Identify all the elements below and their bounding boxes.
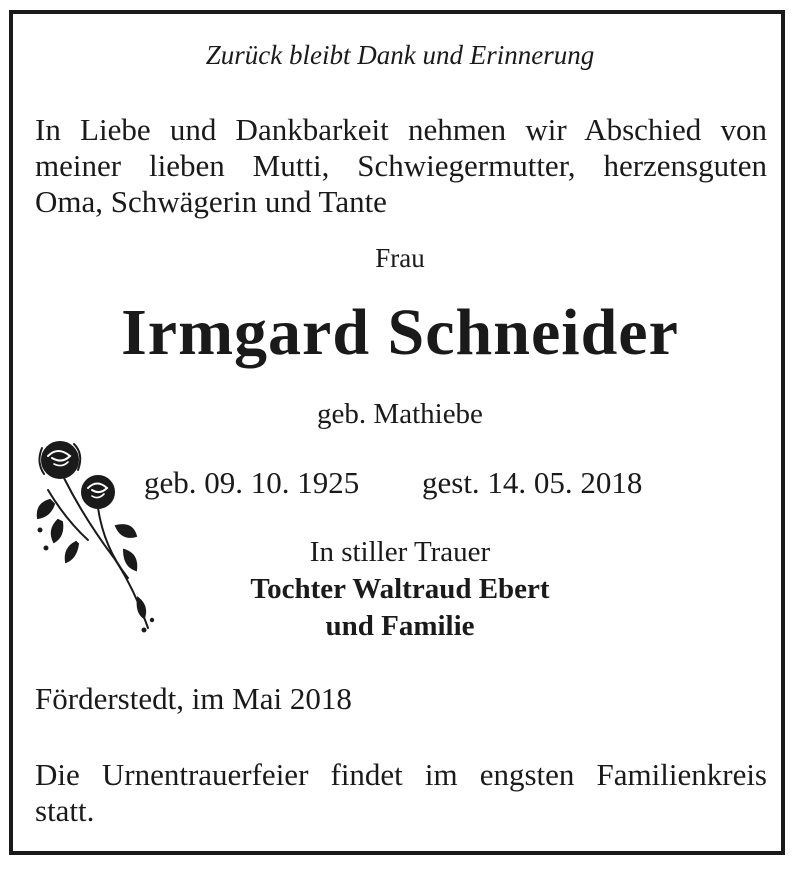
intro-line: In Liebe und Dankbarkeit nehmen wir Abschied von — [35, 112, 767, 147]
ceremony-line: Die Urnentrauerfeier findet im engsten Familienkreis — [35, 757, 767, 792]
intro-line: Oma, Schwägerin und Tante — [35, 184, 387, 219]
motto: Zurück bleibt Dank und Erinnerung — [205, 40, 595, 70]
roses-icon — [28, 430, 168, 640]
family-line: Tochter Waltraud Ebert — [250, 573, 550, 605]
place-date: Förderstedt, im Mai 2018 — [35, 681, 352, 716]
intro-text — [35, 112, 767, 220]
mourning-line: In stiller Trauer — [309, 536, 491, 568]
family-line: und Familie — [325, 610, 475, 642]
maiden-name: geb. Mathiebe — [317, 398, 483, 430]
intro-line: meiner lieben Mutti, Schwiegermutter, herzensguten — [35, 148, 767, 183]
birth-date: geb. 09. 10. 1925 — [144, 465, 360, 500]
salutation: Frau — [375, 243, 425, 273]
death-date: gest. 14. 05. 2018 — [422, 465, 643, 500]
ceremony-line: statt. — [35, 793, 95, 828]
ceremony-text — [35, 757, 767, 829]
deceased-name: Irmgard Schneider — [121, 296, 679, 369]
